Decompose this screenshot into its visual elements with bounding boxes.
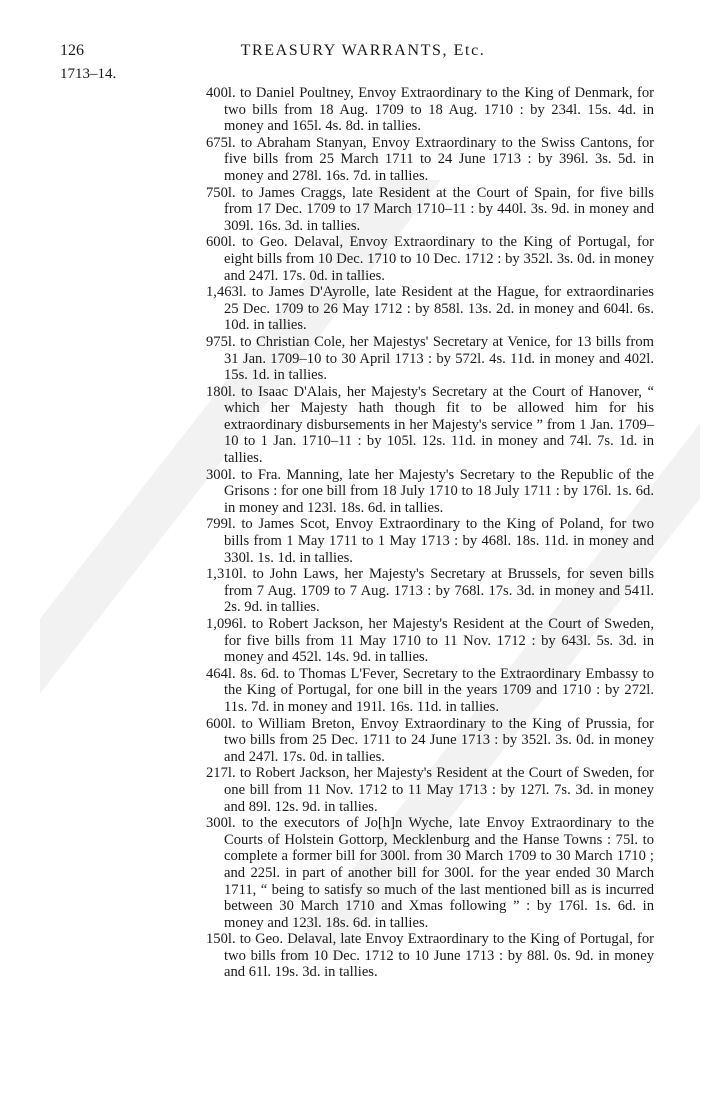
- warrant-entry: 150l. to Geo. Delaval, late Envoy Extraordinary to the King of Portugal, for two bills from 10 Dec. 1712 to 10 June 1713 : by 88l. 0s. 9d. in money and 61l. 19s. 3d. in tallies.: [206, 931, 654, 981]
- warrant-entry: 217l. to Robert Jackson, her Majesty's Resident at the Court of Sweden, for one bill from 11 Nov. 1712 to 11 May 1713 : by 127l. 7s. 3d. in money and 89l. 12s. 9d. in tallies.: [206, 765, 654, 815]
- warrant-entry: 1,096l. to Robert Jackson, her Majesty's Resident at the Court of Sweden, for five bills from 11 May 1710 to 11 Nov. 1712 : by 643l. 5s. 3d. in money and 452l. 14s. 9d. in tallies.: [206, 616, 654, 666]
- running-title: TREASURY WARRANTS, Etc.: [240, 42, 486, 59]
- warrant-entry: 180l. to Isaac D'Alais, her Majesty's Secretary at the Court of Hanover, “ which her Majesty hath though fit to be allowed him for his extraordinary disbursements in her Majesty's service ” from 1 Jan. 1709–10 to 1 Jan. 1710–11 : by 105l. 12s. 11d. in money and 74l. 7s. 1d. in tallies.: [206, 383, 654, 467]
- warrant-entry: 675l. to Abraham Stanyan, Envoy Extraordinary to the Swiss Cantons, for five bills from 25 March 1711 to 24 June 1713 : by 396l. 3s. 5d. in money and 278l. 16s. 7d. in tallies.: [206, 134, 654, 184]
- warrant-entry: 1,463l. to James D'Ayrolle, late Resident at the Hague, for extraordinaries 25 Dec. 1709 to 26 May 1712 : by 858l. 13s. 2d. in money and 604l. 6s. 10d. in tallies.: [206, 284, 654, 334]
- warrant-entry: 400l. to Daniel Poultney, Envoy Extraordinary to the King of Denmark, for two bills from 18 Aug. 1709 to 18 Aug. 1710 : by 234l. 15s. 4d. in money and 165l. 4s. 8d. in tallies.: [206, 85, 654, 135]
- warrant-entry: 1,310l. to John Laws, her Majesty's Secretary at Brussels, for seven bills from 7 Aug. 1709 to 7 Aug. 1713 : by 768l. 17s. 3d. in money and 541l. 2s. 9d. in tallies.: [206, 566, 654, 616]
- warrant-entry: 464l. 8s. 6d. to Thomas L'Fever, Secretary to the Extraordinary Embassy to the King of Portugal, for one bill in the years 1709 and 1710 : by 272l. 11s. 7d. in money and 191l. 16s. 11d. in tallies.: [206, 665, 654, 715]
- warrant-entry: 750l. to James Craggs, late Resident at the Court of Spain, for five bills from 17 Dec. 1709 to 17 March 1710–11 : by 440l. 3s. 9d. in money and 309l. 16s. 3d. in tallies.: [206, 184, 654, 234]
- warrant-entry: 975l. to Christian Cole, her Majestys' Secretary at Venice, for 13 bills from 31 Jan. 1709–10 to 30 April 1713 : by 572l. 4s. 11d. in money and 402l. 15s. 1d. in tallies.: [206, 333, 654, 384]
- warrant-entry: 300l. to the executors of Jo[h]n Wyche, late Envoy Extraordinary to the Courts of Holstein Gottorp, Mecklenburg and the Hanse Towns : 75l. to complete a former bill for 300l. from 30 March 1709 to 30 March 1710 ; and 225l. in part of another bill for 300l. for the year ended 30 March 1711, “ being to satisfy so much of the last mentioned bill as is incurred between 30 March 1710 and Xmas following ” : by 176l. 1s. 6d. in money and 123l. 18s. 6d. in tallies.: [206, 815, 654, 931]
- warrant-entry: 799l. to James Scot, Envoy Extraordinary to the King of Poland, for two bills from 1 May 1711 to 1 May 1713 : by 468l. 18s. 11d. in money and 330l. 1s. 1d. in tallies.: [206, 516, 654, 566]
- page-number: 126: [60, 42, 84, 59]
- warrant-entry: 600l. to Geo. Delaval, Envoy Extraordinary to the King of Portugal, for eight bills from 10 Dec. 1710 to 10 Dec. 1712 : by 352l. 3s. 0d. in money and 247l. 17s. 0d. in tallies.: [206, 234, 654, 284]
- warrant-entries: [206, 85, 654, 981]
- margin-year: 1713–14.: [60, 66, 117, 82]
- warrant-entry: 600l. to William Breton, Envoy Extraordinary to the King of Prussia, for two bills from 25 Dec. 1711 to 24 June 1713 : by 352l. 3s. 0d. in money and 247l. 17s. 0d. in tallies.: [206, 715, 654, 765]
- warrant-entry: 300l. to Fra. Manning, late her Majesty's Secretary to the Republic of the Grisons : for one bill from 18 July 1710 to 18 July 1711 : by 176l. 1s. 6d. in money and 123l. 18s. 6d. in tallies.: [206, 466, 654, 516]
